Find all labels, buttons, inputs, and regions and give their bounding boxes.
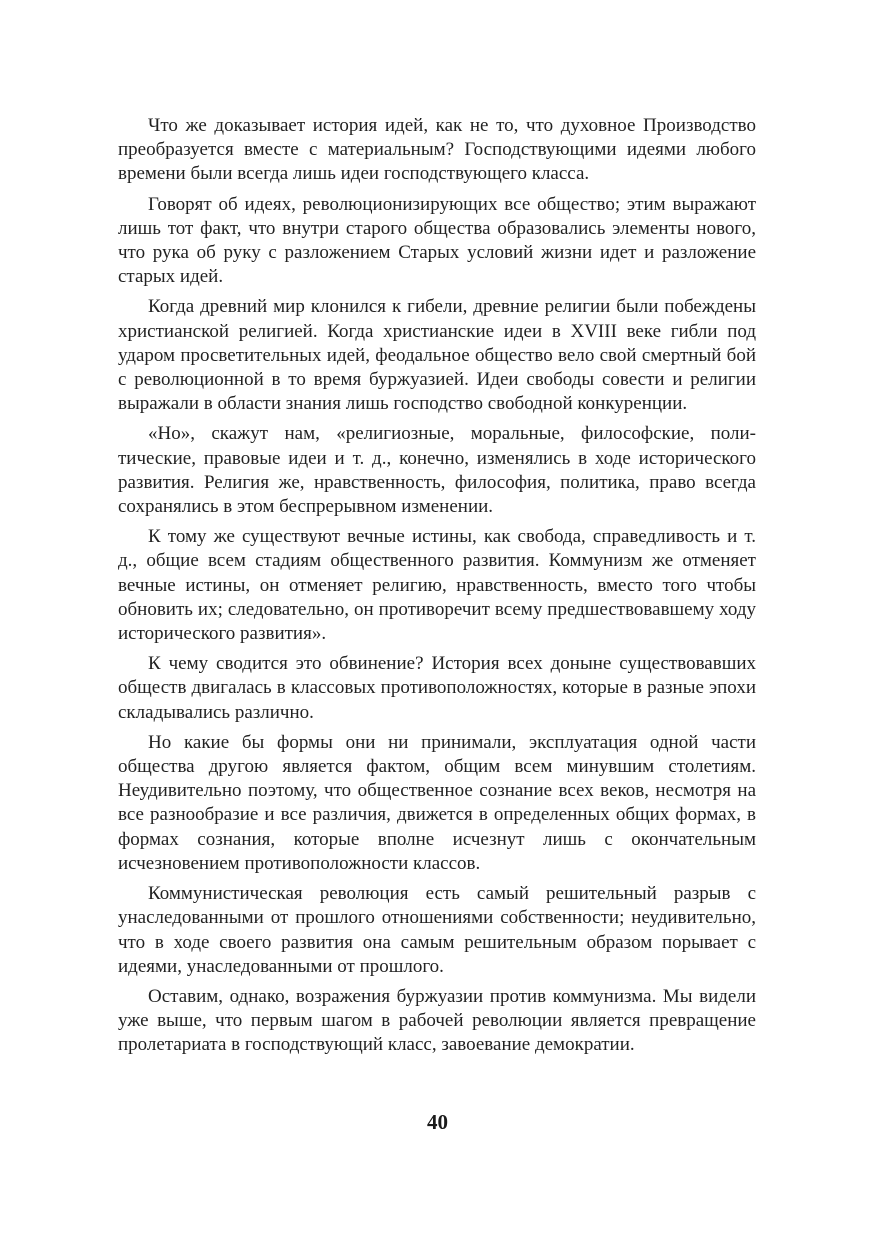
paragraph-7: Но какие бы формы они ни принимали, эксплуатация одной части общества другою является фактом, общим всем минувшим столетиям. Неудивительно поэтому, что общественное сознание всех веков, несмотря на все разнообразие и все различия, движется в определенных общих формах, в формах сознания, которые вполне исчезнут лишь с окончательным исчезновением противоположности классов.	[118, 731, 756, 874]
paragraph-4: «Но», скажут нам, «религиозные, моральные, философские, политические, правовые идеи и т. д., конечно, изменялись в ходе исторического развития. Религия же, нравственность, философия, политика, право всегда сохранялись в этом беспрерывном изменении.	[118, 423, 756, 518]
page-body	[118, 114, 756, 1058]
page-number: 40	[427, 1110, 448, 1134]
paragraph-3: Когда древний мир клонился к гибели, древние религии были побеждены христианской религией. Когда христианские идеи в XVIII веке гибли под ударом просветительных идей, феодальное общество вело свой смертный бой с революционной в то время буржуазией. Идеи свободы совести и религии выражали в области знания лишь господство свободной конкуренции.	[118, 296, 756, 415]
paragraph-6: К чему сводится это обвинение? История всех доныне существовавших обществ двигалась в классовых противоположностях, которые в разные эпохи складывались различно.	[118, 653, 756, 723]
paragraph-5: К тому же существуют вечные истины, как свобода, справедливость и т. д., общие всем стадиям общественного развития. Коммунизм же отменяет вечные истины, он отменяет религию, нравственность, вместо того чтобы обновить их; следовательно, он противоречит всему предшествовавшему ходу исторического развития».	[118, 526, 756, 645]
paragraph-9: Оставим, однако, возражения буржуазии против коммунизма. Мы видели уже выше, что первым шагом в рабочей революции является превращение пролетариата в господствующий класс, завоевание демократии.	[118, 985, 756, 1056]
paragraph-2: Говорят об идеях, революционизирующих все общество; этим выражают лишь тот факт, что внутри старого общества образовались элементы нового, что рука об руку с разложением Старых условий жизни идет и разложение старых идей.	[118, 193, 756, 288]
paragraph-8: Коммунистическая революция есть самый решительный разрыв с унаследованными от прошлого отношениями собственности; неудивительно, что в ходе своего развития она самым решительным образом порывает с идеями, унаследованными от прошлого.	[118, 883, 756, 977]
paragraph-1: Что же доказывает история идей, как не то, что духовное Производство преобразуется вместе с материальным? Господствующими идеями любого времени были всегда лишь идеи господствующего класса.	[118, 115, 756, 185]
